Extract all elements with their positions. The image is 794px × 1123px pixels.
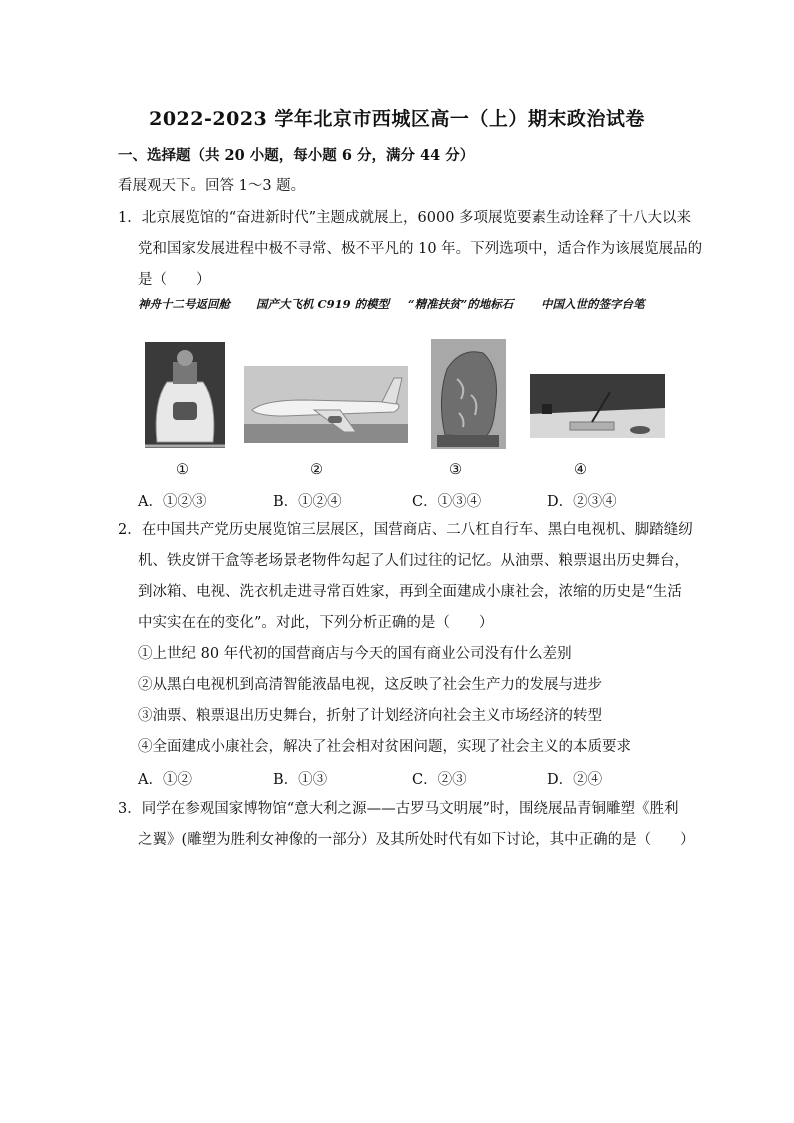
q1-number-2: ② bbox=[310, 462, 323, 478]
q2-line-2: 机、铁皮饼干盒等老场景老物件勾起了人们过往的记忆。从油票、粮票退出历史舞台， bbox=[138, 553, 689, 569]
q2-statement-4: ④全面建成小康社会，解决了社会相对贫困问题，实现了社会主义的本质要求 bbox=[138, 739, 631, 755]
q1-option-c[interactable]: C．①③④ bbox=[412, 494, 482, 510]
q1-option-d[interactable]: D．②③④ bbox=[547, 494, 617, 510]
q1-option-b[interactable]: B．①②④ bbox=[273, 494, 342, 510]
q1-line-1: 1．北京展览馆的“奋进新时代”主题成就展上，6000 多项展览要素生动诠释了十八大以来 bbox=[118, 210, 692, 226]
q2-line-4: 中实实在在的变化”。对此，下列分析正确的是（ ） bbox=[138, 615, 494, 631]
q2-line-3: 到冰箱、电视、洗衣机走进寻常百姓家，再到全面建成小康社会，浓缩的历史是“生活 bbox=[138, 584, 682, 600]
q1-caption-3: “精准扶贫”的地标石 bbox=[408, 297, 514, 311]
section-heading: 一、选择题（共 20 小题，每小题 6 分，满分 44 分） bbox=[118, 147, 475, 164]
stone-icon bbox=[431, 339, 506, 449]
q1-number-3: ③ bbox=[449, 462, 462, 478]
q2-line-1: 2．在中国共产党历史展览馆三层展区，国营商店、二八杠自行车、黑白电视机、脚踏缝纫 bbox=[118, 522, 693, 538]
capsule-image bbox=[145, 342, 225, 448]
page-title: 2022-2023 学年北京市西城区高一（上）期末政治试卷 bbox=[149, 108, 645, 130]
q3-line-2: 之翼》(雕塑为胜利女神像的一部分）及其所处时代有如下讨论，其中正确的是（ ） bbox=[138, 832, 695, 848]
signing-desk-image bbox=[530, 374, 665, 438]
intro-text: 看展观天下。回答 1～3 题。 bbox=[118, 178, 306, 194]
q1-caption-2: 国产大飞机 C919 的模型 bbox=[256, 297, 390, 311]
q2-statement-3: ③油票、粮票退出历史舞台，折射了计划经济向社会主义市场经济的转型 bbox=[138, 708, 602, 724]
q3-line-1: 3．同学在参观国家博物馆“意大利之源——古罗马文明展”时，围绕展品青铜雕塑《胜利 bbox=[118, 801, 679, 817]
q2-statement-1: ①上世纪 80 年代初的国营商店与今天的国有商业公司没有什么差别 bbox=[138, 646, 572, 662]
q1-caption-4: 中国入世的签字台笔 bbox=[541, 297, 645, 311]
landmark-stone-image bbox=[431, 339, 506, 449]
q1-line-2: 党和国家发展进程中极不寻常、极不平凡的 10 年。下列选项中，适合作为该展览展品的 bbox=[138, 241, 703, 257]
q2-option-c[interactable]: C．②③ bbox=[412, 772, 467, 788]
c919-model-image bbox=[244, 366, 408, 443]
q2-statement-2: ②从黑白电视机到高清智能液晶电视，这反映了社会生产力的发展与进步 bbox=[138, 677, 602, 693]
pen-stand-icon bbox=[530, 374, 665, 438]
q1-option-a[interactable]: A．①②③ bbox=[138, 494, 207, 510]
q1-caption-1: 神舟十二号返回舱 bbox=[138, 297, 230, 311]
q1-number-4: ④ bbox=[574, 462, 587, 478]
q1-number-1: ① bbox=[176, 462, 189, 478]
q1-line-3: 是（ ） bbox=[138, 272, 211, 288]
capsule-icon bbox=[145, 342, 225, 448]
q2-option-b[interactable]: B．①③ bbox=[273, 772, 328, 788]
q2-option-d[interactable]: D．②④ bbox=[547, 772, 603, 788]
q2-option-a[interactable]: A．①② bbox=[138, 772, 192, 788]
airplane-icon bbox=[244, 366, 408, 443]
